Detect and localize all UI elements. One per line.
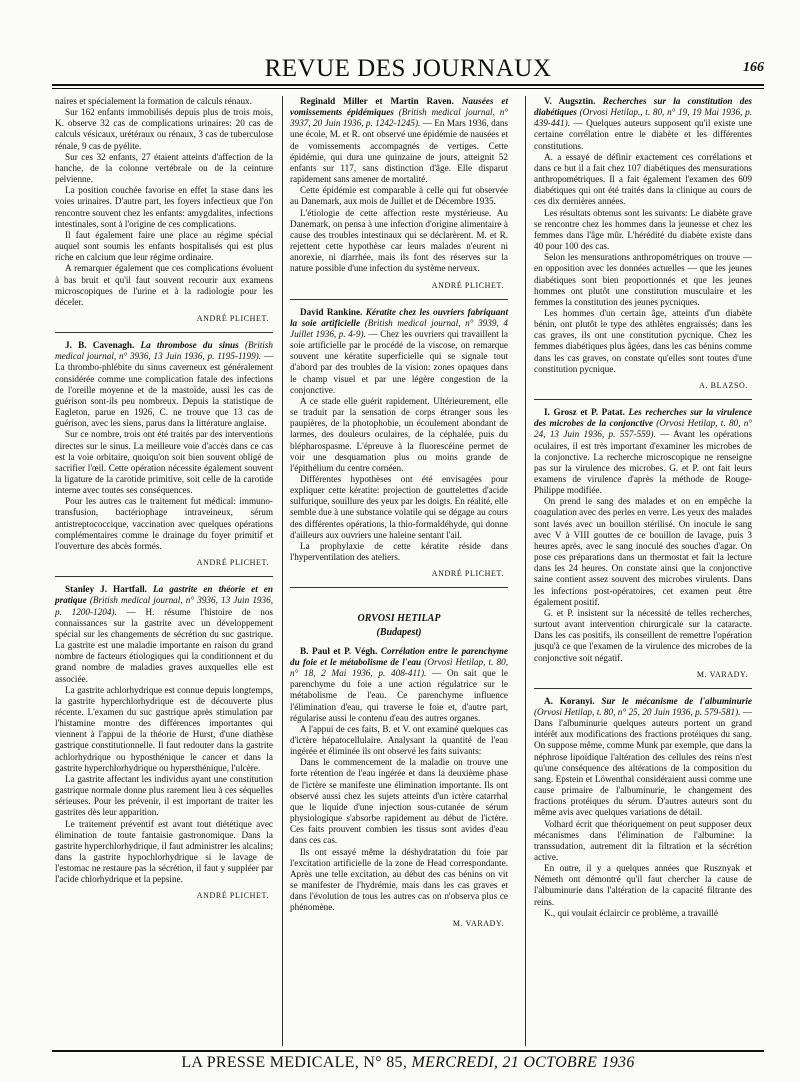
paragraph: Ils ont essayé même la déshydratation du foie par l'excitation artificielle de la zone de Head correspondante. Après une telle excitation, au début des cas bénins on vit se manifester de l'hydrémie, mais dans les cas graves et dans l'évolution de tous les autres cas on n'observa plus ce phénomène. bbox=[290, 846, 508, 913]
signature: M. VARADY. bbox=[696, 669, 748, 679]
article-rankine bbox=[290, 299, 508, 580]
paragraph: On prend le sang des malades et on en empêche la coagulation avec des perles en verre. Les yeux des malades sont lavés avec un bouillon stérilisé. On inocule le sang avec V à VIII gouttes de ce bouillon de lavage, puis 3 heures après, avec le sang inoculé des souches d'agar. On pose ces préparations dans un thermostat et fait la lecture dans les 24 heures. On constate ainsi que la conjonctive saine contient assez souvent des microbes virulents. Dans les infections post-opératoires, cet examen peut être également positif. bbox=[534, 496, 752, 607]
paragraph: La prophylaxie de cette kératite réside dans l'hyperventilation des ateliers. bbox=[290, 540, 508, 563]
paragraph: A remarquer également que ces complications évoluent à bas bruit et qu'il faut souvent recourir aux examens microscopiques de l'urine et à la radiologie pour les déceler. bbox=[55, 263, 273, 307]
footer-rule bbox=[52, 1050, 764, 1052]
paragraph: La gastrite achlorhydrique est connue depuis longtemps, la gastrite hyperchlorhydrique est de découverte plus récente. L'examen du suc gastrique après stimulation par l'histamine montre des différences importantes qui viennent à l'appui de la théorie de Hurst, d'une diathèse gastrique constitutionnelle. Il faut redouter dans la gastrite achlorhydrique ou hyposthénique le cancer et dans la gastrite hyperchlorhydrique ou hypersthénique, l'ulcère. bbox=[55, 684, 273, 773]
signature: ANDRÉ PLICHET. bbox=[431, 569, 504, 579]
paragraph: Cette épidémie est comparable à celle qui fut observée au Danemark, aux mois de Juillet et de Décembre 1935. bbox=[290, 185, 508, 207]
article-title: Recherches sur la constitution des diabétiques bbox=[534, 96, 753, 118]
article-author: I. Grosz et P. Patat. bbox=[544, 407, 625, 418]
paragraph: Selon les mensurations anthropométriques on trouve — en opposition avec les données actuelles — que les jeunes diabétiques sont bien proportionnés et que les jeunes hommes ont plutôt une constitution musculaire et les femmes la constitution des jeunes pycniques. bbox=[534, 252, 752, 307]
article-heading bbox=[534, 407, 752, 496]
page-header bbox=[52, 56, 764, 82]
article-heading bbox=[290, 307, 508, 396]
article-heading bbox=[55, 584, 273, 684]
article-hartfall bbox=[55, 576, 273, 901]
article-reference: (Orvosi Hetilap, t. 80, n° 25, 20 Juin 1936, p. 579-581). bbox=[534, 706, 741, 717]
article-reference: (Orvosi Hetilap, t. 80, n° 18, 2 Mai 1936, p. 408-411). bbox=[290, 656, 508, 679]
paragraph: Pour les autres cas le traitement fut médical: immuno-transfusion, bactériophage intraveineux, sérum antistreptococcique, vaccination avec quelques opérations complémentaires comme le drainage du foyer primitif et l'ouverture des abcès formés. bbox=[55, 496, 273, 551]
paragraph: Il faut également faire une place au régime spécial auquel sont soumis les enfants hospitalisés qui est plus riche en calcium que leur régime ordinaire. bbox=[55, 229, 273, 263]
column-2 bbox=[290, 96, 508, 934]
paragraph: — En Mars 1936, dans une école, M. et R. ont observé une épidémie de nausées et de vomissements accompagnés de vertiges. Cette épidémie, qui dura une quinzaine de jours, atteignit 52 enfants sur 117, sans distinction d'âge. Elle disparut rapidement sans amener de mortalité. bbox=[290, 118, 509, 185]
paragraph: A l'appui de ces faits, B. et V. ont examiné quelques cas d'ictère hépatocellulaire. Analysant la quantité de l'eau ingérée et éliminée ils ont observé les faits suivants: bbox=[290, 723, 508, 757]
article-reference: (British medical journal, n° 3939, 4 Juillet 1936, p. 4-9). bbox=[290, 317, 508, 339]
paragraph: Sur ces 32 enfants, 27 étaient atteints d'affection de la hanche, de la colonne vertébrale ou de la ceinture pelvienne. bbox=[55, 151, 273, 185]
article-koranyi bbox=[534, 688, 752, 919]
footer-number: N° 85, bbox=[363, 1054, 408, 1071]
article-heading bbox=[290, 96, 508, 185]
paragraph: Sur 162 enfants immobilisés depuis plus de trois mois, K. observe 32 cas de complications urinaires: 20 cas de calculs vésicaux, urétéraux ou rénaux, 3 cas de tuberculose rénale, 9 cas de pyélite. bbox=[55, 107, 273, 151]
signature: ANDRÉ PLICHET. bbox=[196, 558, 269, 568]
paragraph: G. et P. insistent sur la nécessité de telles recherches, surtout avant intervention chirurgicale sur la cataracte. Dans les cas positifs, ils conseillent de remettre l'opération jusqu'à ce que l'examen de la virulence des microbes de la conjonctive soit négatif. bbox=[534, 607, 752, 663]
signature: ANDRÉ PLICHET. bbox=[431, 280, 504, 290]
journal-name: ORVOSI HETILAP bbox=[357, 613, 441, 625]
article-author: A. Koranyi. bbox=[544, 695, 595, 706]
signature: ANDRÉ PLICHET. bbox=[196, 313, 269, 323]
signature: ANDRÉ PLICHET. bbox=[196, 891, 269, 901]
paragraph: — On sait que le parenchyme du foie a une action régulatrice sur le métabolisme de l'eau. Ce parenchyme influence l'élimination d'eau, qui traverse le foie et, d'autre part, régularise aussi le contenu d'eau des autres organes. bbox=[290, 668, 508, 723]
paragraph: Différentes hypothèses ont été envisagées pour expliquer cette kératite: projection de gouttelettes d'acide sulfurique, souillure des yeux par les doigts. En réalité, elle semble due à une substance volatile qui se dégage au cours des différentes opérations, la thio-formaldéhyde, qui donne d'ailleurs aux ouvriers une haleine sentant l'ail. bbox=[290, 474, 508, 540]
article-cavenagh bbox=[55, 332, 273, 568]
article-reference: (Orvosi Hetilap, t. 80, n° 24, 13 Juin 1936, p. 557-559). bbox=[534, 418, 753, 440]
article-heading bbox=[290, 646, 508, 724]
article-miller-raven bbox=[290, 96, 508, 291]
paragraph: La gastrite affectant les individus ayant une constitution gastrique normale donne plus rarement lieu à ces séquelles sérieuses. Pour les prévenir, il est important de traiter les gastrites dès leur apparition. bbox=[55, 773, 273, 818]
article-author: Stanley J. Hartfall. bbox=[65, 584, 147, 595]
paragraph: — Chez les ouvriers qui travaillent la soie artificielle par le procédé de la viscose, on remarque souvent une kératite superficielle qui se signale tout d'abord par des troubles de la vision: zones opaques dans le champ visuel et par une légère congestion de la conjonctive. bbox=[290, 328, 508, 395]
article-grosz-patat bbox=[534, 399, 752, 680]
article-author: David Rankine. bbox=[300, 306, 363, 317]
paragraph: Les résultats obtenus sont les suivants: Le diabète grave se rencontre chez les hommes dans la jeunesse et chez les femmes dans l'âge mûr. L'hérédité du diabète existe dans 40 pour 100 des cas. bbox=[534, 207, 752, 252]
article-title: Kératite chez les ouvriers fabriquant la soie artificielle bbox=[290, 306, 508, 328]
footer-date: MERCREDI, 21 OCTOBRE 1936 bbox=[411, 1054, 635, 1071]
paragraph: — Quelques auteurs supposent qu'il existe une certaine corrélation entre le diabète et les différentes constitutions. bbox=[534, 118, 753, 151]
article-author: Reginald Miller et Martin Raven. bbox=[300, 96, 454, 106]
article-reference: (British medical journal, n° 3936, 13 Juin 1936, p. 1195-1199). bbox=[55, 340, 274, 362]
paragraph: — Dans l'albuminurie quelques auteurs portent un grand intérêt aux modifications des fractions protéiques du sang. On suppose même, comme Munk par exemple, que dans la néphrose lipoïdique l'altération des cellules des reins n'est qu'une conséquence des altérations de la composition du sang. Epstein et Löwenthal considéraient aussi comme une cause primaire de l'albuminurie, le changement des fractions protéiques du sérum. D'autres auteurs sont du même avis avec quelques variations de détail. bbox=[534, 706, 752, 818]
page-footer bbox=[52, 1054, 764, 1072]
signature: M. VARADY. bbox=[452, 919, 504, 929]
article-heading bbox=[534, 96, 752, 152]
column-3 bbox=[534, 96, 752, 919]
article-author: V. Augsztin. bbox=[544, 96, 596, 106]
paragraph: L'étiologie de cette affection reste mystérieuse. Au Danemark, on pensa à une infection d'origine alimentaire à cause des troubles intestinaux qui se déclarèrent. M. et R. rejettent cette hypothèse car leurs malades n'eurent ni anorexie, ni diarrhée, mais ils font des réserves sur la nature possible d'une infection du système nerveux. bbox=[290, 207, 508, 274]
paragraph: — Avant les opérations oculaires, il est très important d'examiner les microbes de la conjonctive. La recherche microscopique ne renseigne pas sur la virulence des microbes. G. et P. ont fait leurs examens de virulence d'après la méthode de Rouge-Philippe modifiée. bbox=[534, 429, 752, 496]
page-number: 166 bbox=[743, 60, 764, 75]
paragraph: La position couchée favorise en effet la stase dans les voies urinaires. D'autre part, les foyers infectieux que l'on rencontre souvent chez les enfants: amygdalites, infections intestinales, sont à l'origine de ces complications. bbox=[55, 185, 273, 229]
footer-journal: LA PRESSE MEDICALE, bbox=[181, 1054, 360, 1071]
signature: A. BLAZSO. bbox=[699, 380, 748, 390]
article-reference: (British medical journal, n° 3936, 13 Juin 1936, p. 1200-1204). bbox=[55, 595, 273, 617]
article-reference: (British medical journal, n° 3937, 20 Juin 1936, p. 1242-1245). bbox=[290, 107, 509, 129]
header-rule-thin bbox=[52, 88, 764, 89]
article-heading bbox=[534, 696, 752, 819]
paragraph: Dans le commencement de la maladie on trouve une forte rétention de l'eau ingérée et dans la deuxième phase de l'ictère se manifeste une élimination importante. Ils ont observé aussi chez les sujets atteints d'un ictère catarrhal que le liquide d'une injection sous-cutanée de sérum physiologique s'absorbe rapidement au début de l'ictère. Ces faits prouvent combien les tissus sont avides d'eau dans ces cas. bbox=[290, 757, 508, 846]
paragraph: Volhard écrit que théoriquement on peut supposer deux mécanismes dans l'élimination de l'albumine: la transsudation, autrement dit la filtration et la sécrétion active. bbox=[534, 818, 752, 862]
paragraph: A. a essayé de définir exactement ces corrélations et dans ce but il a fait chez 107 diabétiques des mensurations anthropométriques. Il a fait également l'examen des 609 diabétiques qui ont été traités dans la clinique au cours de ces dix dernières années. bbox=[534, 151, 752, 207]
paragraph: A ce stade elle guérit rapidement. Ultérieurement, elle se traduit par la sensation de corps étranger sous les paupières, de la photophobie, un écoulement abondant de larmes, des douleurs oculaires, de la céphalée, puis du blépharospasme. L'épreuve à la fluorescéine permet de voir une desquamation plus ou moins grande de l'épithélium du centre cornéen. bbox=[290, 395, 508, 473]
paragraph: K., qui voulait éclaircir ce problème, a travaillé bbox=[544, 907, 718, 918]
header-rule bbox=[52, 84, 764, 86]
article-title: Nausées et vomissements épidémiques bbox=[290, 96, 508, 118]
article-reference: (Orvosi Hetilap., t. 80, n° 19, 19 Mai 1936, p. 439-441). bbox=[534, 107, 753, 129]
article-author: B. Paul et P. Végh. bbox=[300, 645, 378, 656]
paragraph: Sur ce nombre, trois ont été traités par des interventions directes sur le sinus. La meilleure voie d'accès dans ce cas est la voie orbitaire, quoiqu'on soit bien souvent obligé de sacrifier l'œil. Cette opération nécessite également souvent la ligature de la carotide primitive, soit celle de la carotide interne avec toutes ses conséquences. bbox=[55, 429, 273, 496]
journal-city: (Budapest) bbox=[376, 626, 422, 638]
paragraph: Les hommes d'un certain âge, atteints d'un diabète bénin, ont plutôt le type des athlètes engraissés; dans les cas graves, ils ont une constitution pycnique. Chez les femmes diabétiques plus âgées, dans les cas bénins comme dans les cas graves, on constate qu'elles sont toutes d'une constitution pycnique. bbox=[534, 307, 752, 374]
paragraph: En outre, il y a quelques années que Rusznyak et Németh ont démontré qu'il faut chercher la cause de l'albuminurie dans l'altération de la capacité filtrante des reins. bbox=[534, 863, 752, 907]
article-title: Sur le mécanisme de l'albuminurie bbox=[601, 695, 752, 706]
journal-section bbox=[290, 587, 508, 929]
paragraph: — La thrombo-phlébite du sinus caverneux est généralement considérée comme une complication fatale des infections de l'oreille moyenne et de la mastoïde, aussi les cas de guérison sont-ils peu nombreux. Depuis la statistique de Eagleton, parue en 1926, C. ne trouve que 13 cas de guérison, avec les siens, parus dans la littérature anglaise. bbox=[55, 351, 274, 429]
column-separator-2 bbox=[525, 96, 526, 1046]
article-augsztin bbox=[534, 96, 752, 391]
paragraph: — H. résume l'histoire de nos connaissances sur la gastrite avec un développement spécial sur les changements de sécrétion du suc gastrique. La gastrite est une maladie importante en raison du grand nombre de facteurs étiologiques qui la conditionnent et du grand nombre de maladies graves auxquelles elle est associée. bbox=[55, 606, 274, 684]
article-title: Les recherches sur la virulence des microbes de la conjonctive bbox=[534, 407, 753, 429]
paragraph: Le traitement préventif est avant tout diététique avec élimination de toute fantaisie gastronomique. Dans la gastrite hyperchlorhydrique, il faut administrer les alcalins; dans la gastrite hypochlorhydrique si le lavage de l'estomac ne restaure pas la sécrétion, il faut y suppléer par l'acide chlorhydrique et la pepsine. bbox=[55, 818, 273, 885]
column-separator-1 bbox=[282, 96, 283, 1046]
article-author: J. B. Cavenagh. bbox=[65, 340, 135, 351]
article-title: La gastrite en théorie et en pratique bbox=[55, 584, 273, 606]
running-title: REVUE DES JOURNAUX bbox=[264, 55, 552, 82]
article-title: Corrélation entre le parenchyme du foie et le métabolisme de l'eau bbox=[290, 645, 509, 667]
paragraph: naires et spécialement la formation de calculs rénaux. bbox=[55, 96, 252, 106]
article-heading bbox=[55, 340, 273, 429]
column-1 bbox=[55, 96, 273, 906]
article-title: La thrombose du sinus bbox=[140, 340, 239, 351]
